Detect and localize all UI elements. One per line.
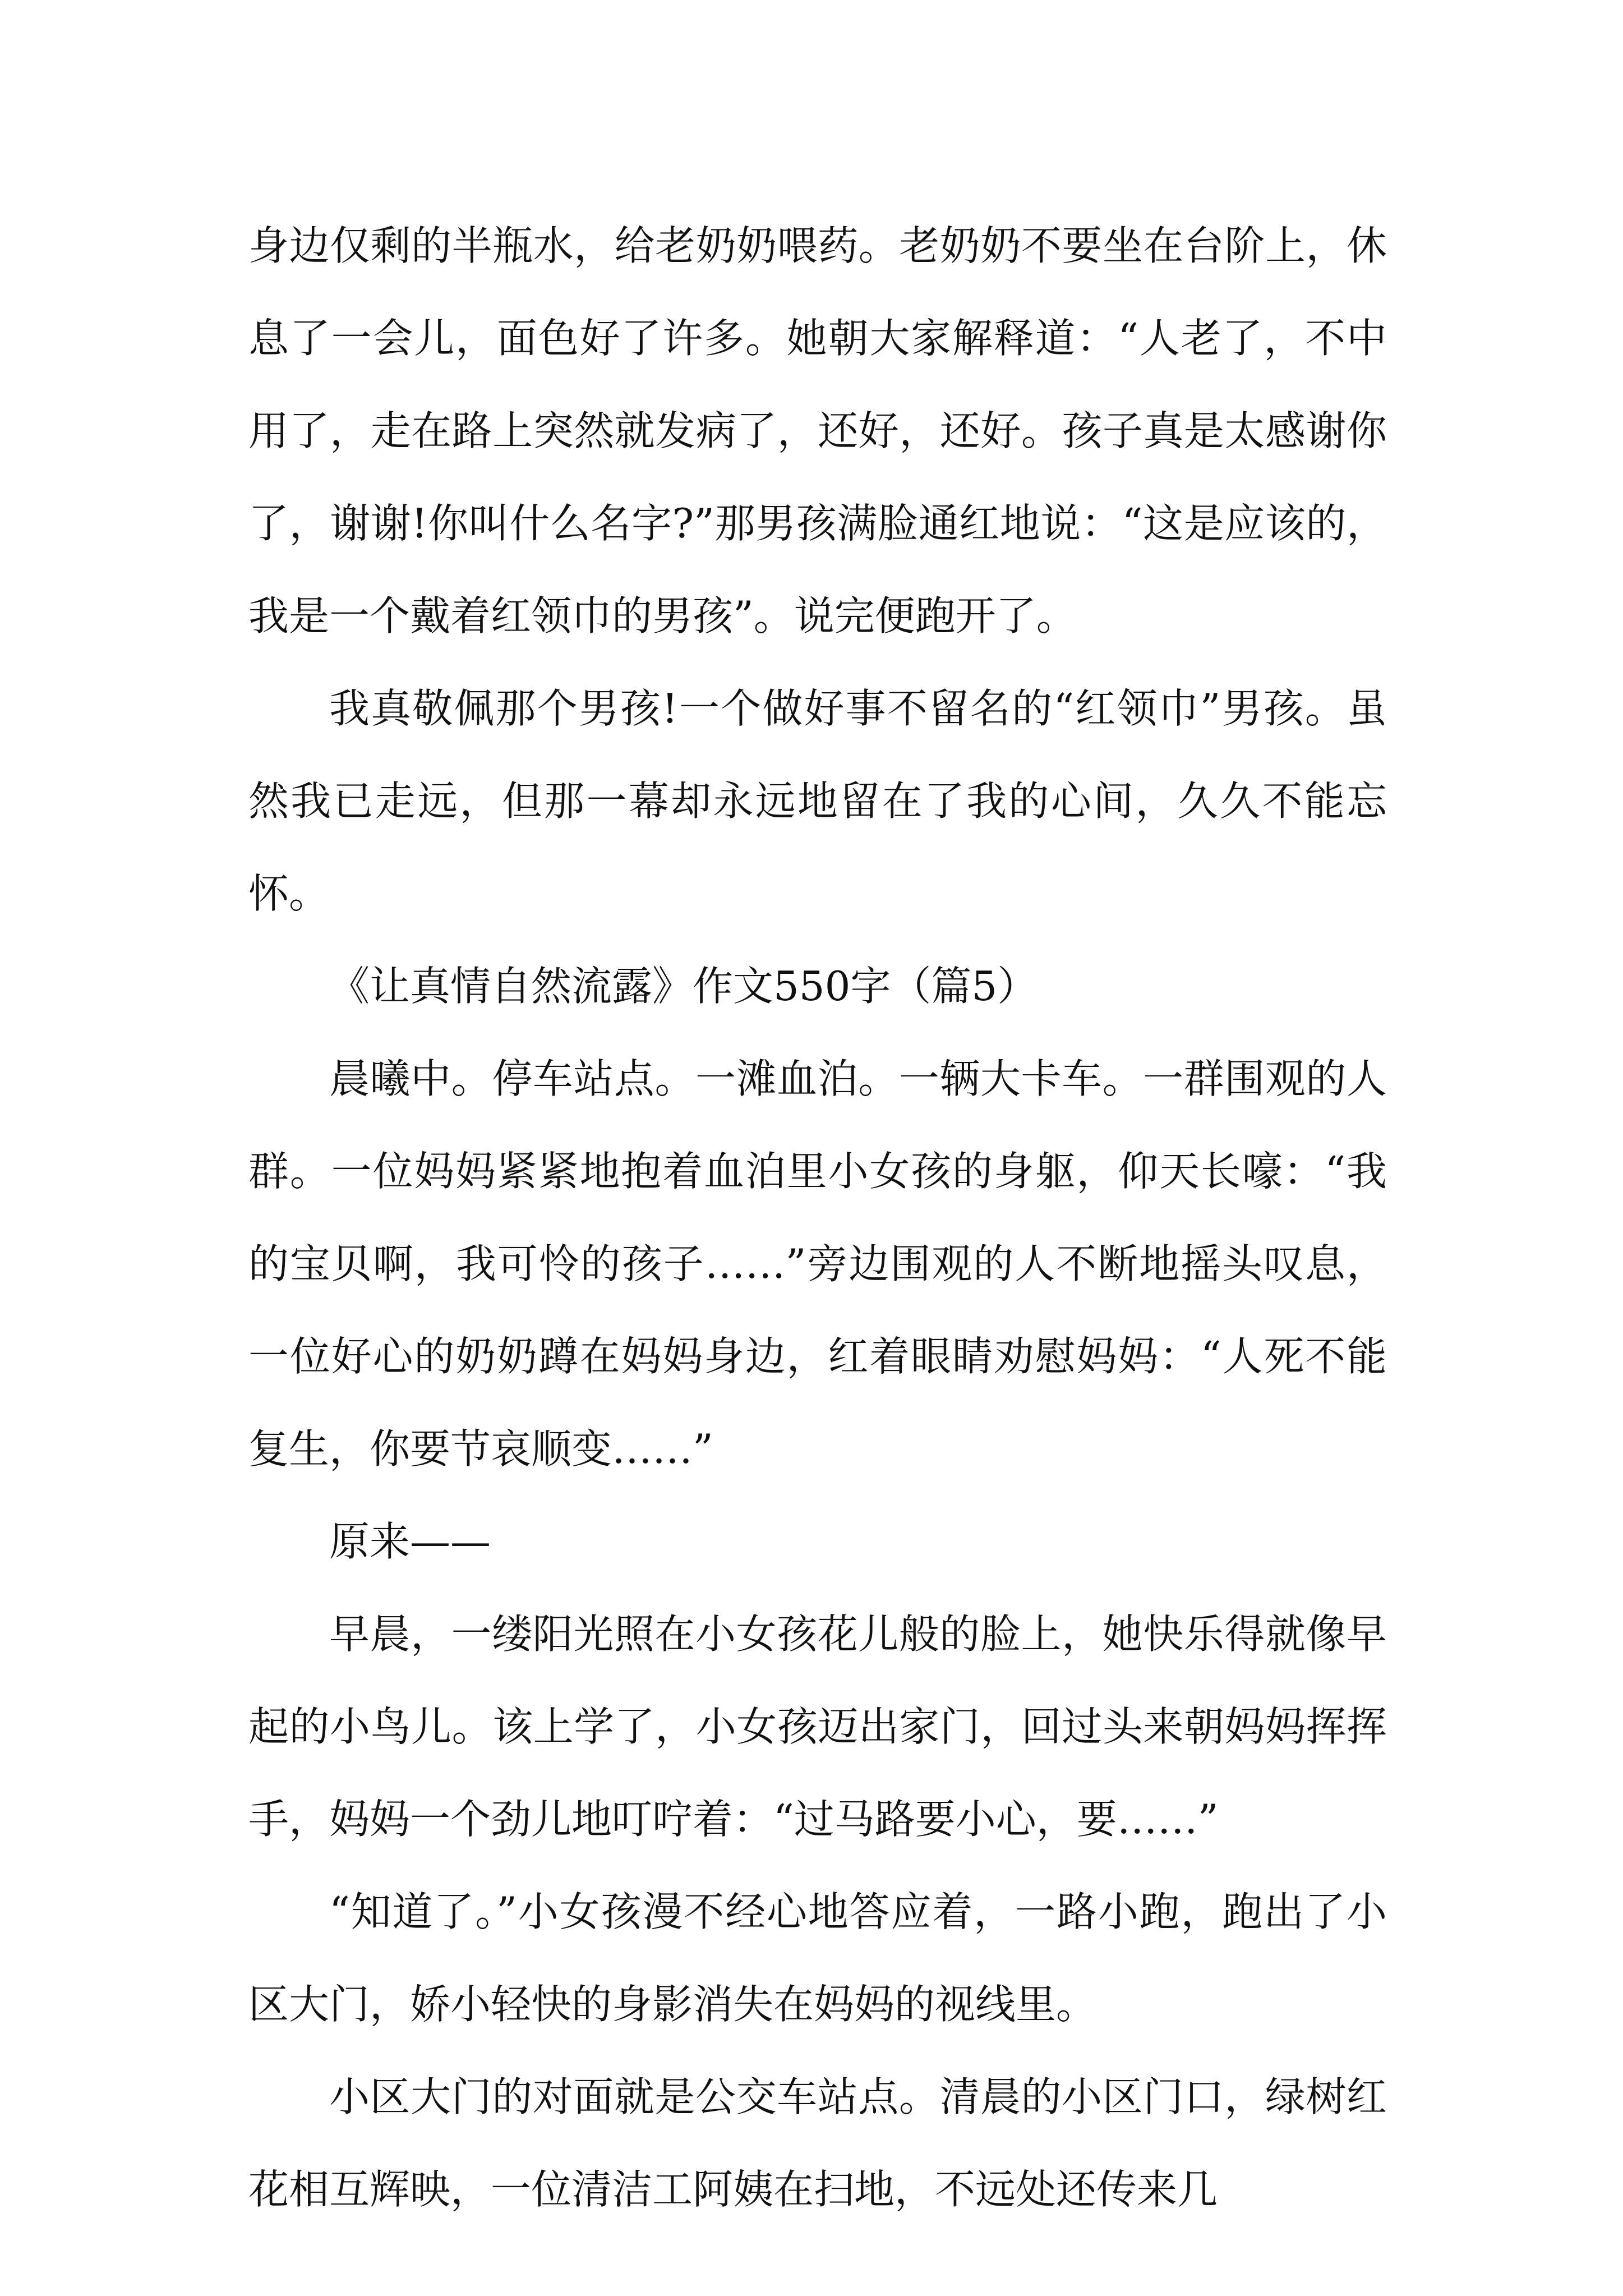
section-title: 《让真情自然流露》作文550字（篇5） <box>329 963 1038 1010</box>
paragraph: 我真敬佩那个男孩!一个做好事不留名的“红领巾”男孩。虽然我已走远，但那一幕却永远地留在了我的心间，久久不能忘怀。 <box>248 685 1387 917</box>
paragraph: 原来—— <box>329 1518 491 1565</box>
paragraph: “知道了。”小女孩漫不经心地答应着，一路小跑，跑出了小区大门，娇小轻快的身影消失在妈妈的视线里。 <box>248 1888 1387 2028</box>
paragraph: 小区大门的对面就是公交车站点。清晨的小区门口，绿树红花相互辉映，一位清洁工阿姨在扫地，不远处还传来几 <box>248 2073 1387 2213</box>
document-body <box>248 200 1387 2236</box>
paragraph-continuation: 身边仅剩的半瓶水，给老奶奶喂药。老奶奶不要坐在台阶上，休息了一会儿，面色好了许多。她朝大家解释道：“人老了，不中用了，走在路上突然就发病了，还好，还好。孩子真是太感谢你了，谢谢!你叫什么名字?”那男孩满脸通红地说：“这是应该的，我是一个戴着红领巾的男孩”。说完便跑开了。 <box>248 222 1387 639</box>
paragraph: 晨曦中。停车站点。一滩血泊。一辆大卡车。一群围观的人群。一位妈妈紧紧地抱着血泊里小女孩的身躯，仰天长嚎：“我的宝贝啊，我可怜的孩子……”旁边围观的人不断地摇头叹息，一位好心的奶奶蹲在妈妈身边，红着眼睛劝慰妈妈：“人死不能复生，你要节哀顺变……” <box>248 1055 1387 1473</box>
paragraph: 早晨，一缕阳光照在小女孩花儿般的脸上，她快乐得就像早起的小鸟儿。该上学了，小女孩迈出家门，回过头来朝妈妈挥挥手，妈妈一个劲儿地叮咛着：“过马路要小心，要……” <box>248 1611 1387 1843</box>
